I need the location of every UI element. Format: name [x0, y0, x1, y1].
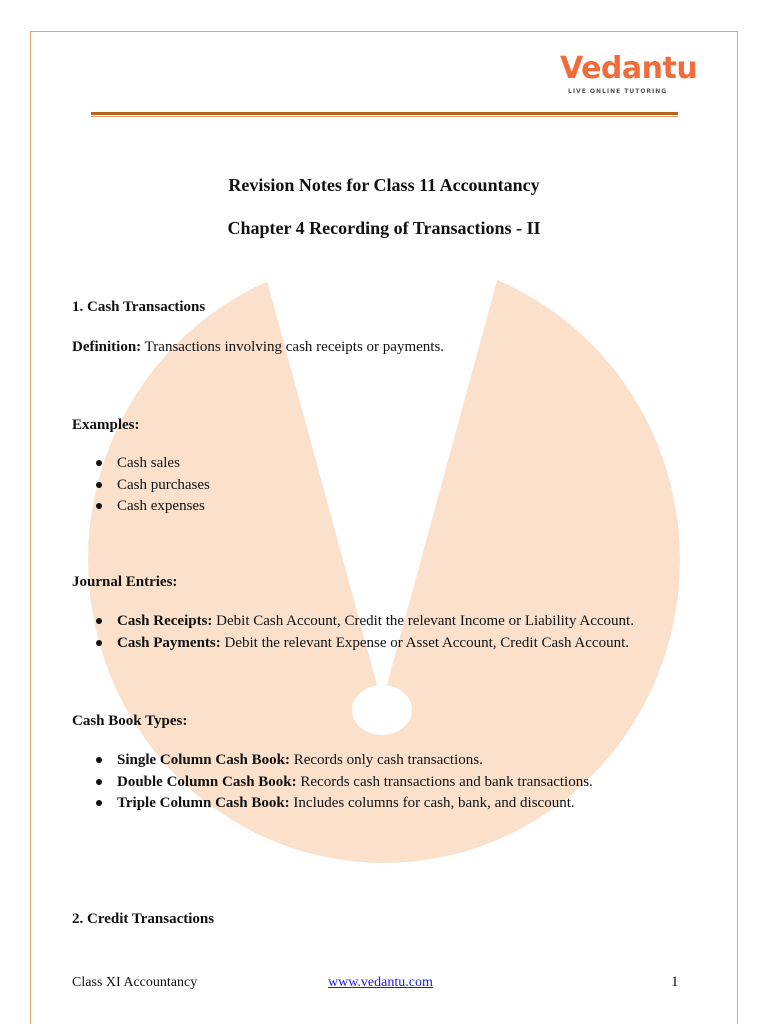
bullet-icon — [96, 482, 102, 488]
list-item: Double Column Cash Book: Records cash transactions and bank transactions. — [72, 773, 593, 795]
page-number: 1 — [671, 974, 679, 990]
section-heading-cash-transactions: 1. Cash Transactions — [72, 299, 206, 315]
list-item: Cash expenses — [72, 497, 210, 519]
bullet-icon — [96, 800, 102, 806]
section-heading-credit-transactions: 2. Credit Transactions — [72, 911, 215, 927]
definition-text: Transactions involving cash receipts or payments. — [141, 339, 445, 355]
bullet-icon — [96, 503, 102, 509]
bullet-icon — [96, 640, 102, 646]
examples-heading: Examples: — [72, 417, 140, 433]
list-item: Single Column Cash Book: Records only cash transactions. — [72, 751, 593, 773]
list-item: Cash sales — [72, 454, 210, 476]
bullet-icon — [96, 618, 102, 624]
journal-entries-heading: Journal Entries: — [72, 574, 178, 590]
journal-entries-list — [72, 612, 634, 655]
list-item: Triple Column Cash Book: Includes columns for cash, bank, and discount. — [72, 794, 593, 816]
list-item: Cash purchases — [72, 476, 210, 498]
definition-label: Definition: — [72, 339, 142, 355]
logo-tagline: LIVE ONLINE TUTORING — [568, 88, 668, 95]
bullet-icon — [96, 460, 102, 466]
footer-website-link[interactable]: www.vedantu.com — [328, 975, 433, 990]
page-title: Revision Notes for Class 11 Accountancy — [228, 175, 540, 195]
cash-book-types-heading: Cash Book Types: — [72, 713, 188, 729]
bullet-icon — [96, 757, 102, 763]
chapter-title: Chapter 4 Recording of Transactions - II — [227, 218, 541, 238]
list-item: Cash Receipts: Debit Cash Account, Credit the relevant Income or Liability Account. — [72, 612, 634, 634]
footer-course-label: Class XI Accountancy — [72, 975, 198, 990]
bullet-icon — [96, 779, 102, 785]
logo-wordmark: Vedantu — [560, 51, 698, 86]
vedantu-logo — [560, 51, 698, 98]
header-rule — [91, 112, 678, 115]
list-item: Cash Payments: Debit the relevant Expense or Asset Account, Credit Cash Account. — [72, 634, 634, 656]
header-rule-thin — [91, 116, 678, 117]
definition-paragraph — [72, 338, 444, 356]
examples-list — [72, 454, 210, 519]
cash-book-types-list — [72, 751, 593, 816]
